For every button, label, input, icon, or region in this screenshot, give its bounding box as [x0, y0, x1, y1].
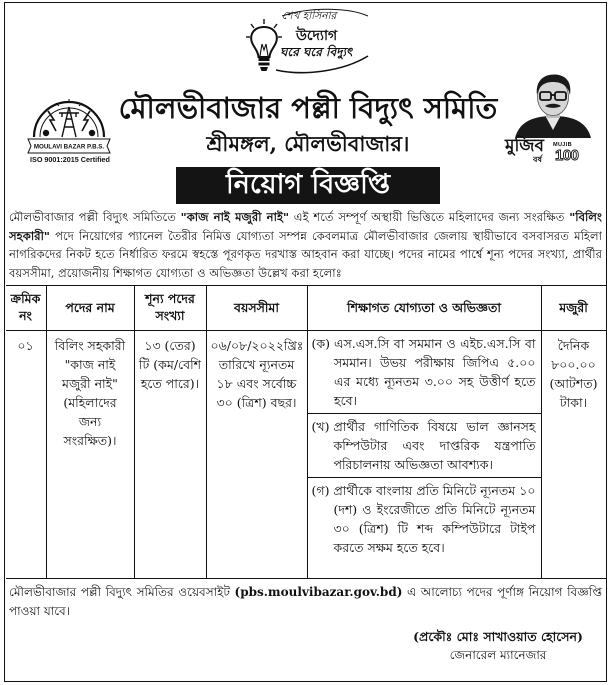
post-value: বিলিং সহকারী "কাজ নাই মজুরী নাই" (মহিলাদের জন্য সংরক্ষিত)।: [54, 338, 126, 448]
footer-paragraph: [9, 583, 602, 625]
qualification-text: এস.এস.সি বা সমমান ও এইচ.এস.সি বা সমমান। উভয় পরীক্ষায় জিপিএ ৫.০০ এর মধ্যে ন্যূনতম ৩.০০ সহ উত্তীর্ণ হতে হবে।: [334, 336, 536, 408]
footer-text: এ আলোচ্য পদের পূর্ণাঙ্গ নিয়োগ বিজ্ঞপ্তি পাওয়া যাবে।: [9, 585, 602, 619]
iso-certification: ISO 9001:2015 Certified: [30, 155, 110, 164]
intro-post-bold: "বিলিং সহকারী": [9, 210, 602, 243]
website-address: (pbs.moulvibazar.gov.bd): [234, 585, 403, 599]
header-age-limit-label: বয়সসীমা: [234, 299, 279, 315]
qualification-item: [308, 414, 541, 478]
emblem-ribbon-text: MOULAVI BAZAR P.B.S.: [33, 143, 105, 151]
serial-value: ০১: [17, 338, 34, 353]
emblem-trees: [43, 130, 95, 136]
vacancy-table: [6, 285, 606, 579]
qualification-label: (খ): [311, 419, 330, 434]
header-wage-label: মজুরী: [559, 299, 588, 315]
header-wage: [542, 286, 606, 331]
wage-value: দৈনিক ৮০০.০০ (আটশত) টাকা।: [549, 338, 598, 410]
cell-age-limit: [207, 331, 308, 579]
qualification-item: [308, 478, 541, 560]
qualification-label: (গ): [311, 483, 330, 498]
cell-wage: [542, 331, 606, 579]
age-limit-value: ০৬/০৮/২০২২খ্রিঃ তারিখে ন্যূনতম ১৮ এবং সর্বোচ্চ ৩০ (ত্রিশ) বছর।: [210, 338, 304, 410]
signatory-name: (প্রকৌঃ মোঃ সাখাওয়াত হোসেন): [413, 629, 583, 644]
cell-serial: [6, 331, 47, 579]
campaign-slogan-line-1: শেখ হাসিনার: [282, 10, 337, 22]
intro-text: পদে নিয়োগের প্যানেল তৈরীর নিমিত্ত যোগ্যতা সম্পন্ন কেবলমাত্র মৌলভীবাজার জেলায় স্থায়ীভাবে বসবাসরত মহিলা নাগরিকদের নিকট হতে নির্ধারিত ফরমে স্বহস্তে পূরণকৃত দরখাস্ত আহবান করা যাচ্ছে। পদের নামের পার্শ্বে শূন্য পদের সংখ্যা, প্রার্থীর বয়সসীমা, প্রয়োজনীয় শিক্ষাগত যোগ্যতা ও অভিজ্ঞতা উল্লেখ করা হলোঃ: [9, 228, 602, 280]
header-vacancies-label: শূন্য পদের সংখ্যা: [145, 291, 195, 323]
intro-condition-bold: "কাজ নাই মজুরী নাই": [180, 210, 290, 224]
organization-name: মৌলভীবাজার পল্লী বিদ্যুৎ সমিতি: [118, 91, 498, 125]
mujib-year-number: 100: [555, 147, 579, 164]
header-post-label: পদের নাম: [65, 299, 115, 315]
portrait-image: [513, 72, 593, 138]
mujib-year-bengali: মুজিব: [505, 136, 544, 156]
header-qualifications-label: শিক্ষাগত যোগ্যতা ও অভিজ্ঞতা: [347, 299, 501, 315]
bulb-base-ring: [259, 58, 270, 61]
qualification-item: [308, 331, 541, 414]
signature-block: [396, 627, 600, 673]
header-serial-label: ক্রমিক নং: [10, 291, 41, 323]
intro-text: এই শর্তে সম্পূর্ণ অস্থায়ী ভিত্তিতে মহিলাদের জন্য সংরক্ষিত: [289, 210, 570, 224]
header-vacancies: [135, 286, 207, 331]
header-post: [47, 286, 135, 331]
campaign-logo: [242, 4, 376, 80]
cell-vacancies: [135, 331, 207, 579]
campaign-slogan-line-3: ঘরে ঘরে বিদ্যুৎ: [280, 45, 353, 59]
mujib-year-bengali-sub: বর্ষ: [533, 154, 542, 164]
bulb-glass: [251, 27, 277, 57]
vacancies-value: ১৩ (তের) টি (কম/বেশি হতে পারে)।: [138, 338, 202, 391]
qualification-text: প্রার্থীকে বাংলায় প্রতি মিনিটে ন্যূনতম ১০ (দশ) ও ইংরেজীতে প্রতি মিনিটে ন্যূনতম ৩০ (ত্রিশ) টি শব্দ কম্পিউটারে টাইপ করতে সক্ষম হতে হবে।: [333, 483, 536, 555]
header-qualifications: [308, 286, 542, 331]
footer-text: মৌলভীবাজার পল্লী বিদ্যুৎ সমিতির ওয়েবসাইট: [9, 585, 235, 599]
qualification-label: (ক): [311, 336, 330, 351]
mujib-year-english: MUJIB: [553, 142, 572, 148]
bulb-base-ring: [259, 63, 270, 66]
header-age-limit: [207, 286, 308, 331]
cell-post: [47, 331, 135, 579]
bulb-tip: [260, 67, 268, 71]
notice-title-banner: নিয়োগ বিজ্ঞপ্তি: [176, 167, 440, 204]
intro-text: মৌলভীবাজার পল্লী বিদ্যুৎ সমিতিতে: [9, 210, 181, 224]
intro-paragraph: [9, 208, 602, 285]
signatory-designation: জেনারেল ম্যানেজার: [449, 648, 547, 663]
transmission-tower-icon: [59, 107, 79, 137]
qualification-text: প্রার্থীর গাণিতিক বিষয়ে ভাল জ্ঞানসহ কম্পিউটার এবং দাপ্তরিক যন্ত্রপাতি পরিচালনায় অভিজ্ঞতা আবশ্যক।: [333, 419, 536, 472]
organization-location: শ্রীমঙ্গল, মৌলভীবাজার।: [206, 131, 410, 156]
cell-qualifications: [308, 331, 542, 579]
header-serial: [6, 286, 47, 331]
pbs-emblem-logo: [26, 90, 112, 154]
campaign-slogan-line-2: উদ্যোগ: [296, 28, 338, 44]
mujib-year-logo: [503, 70, 599, 168]
light-bulb-icon: [246, 18, 282, 76]
